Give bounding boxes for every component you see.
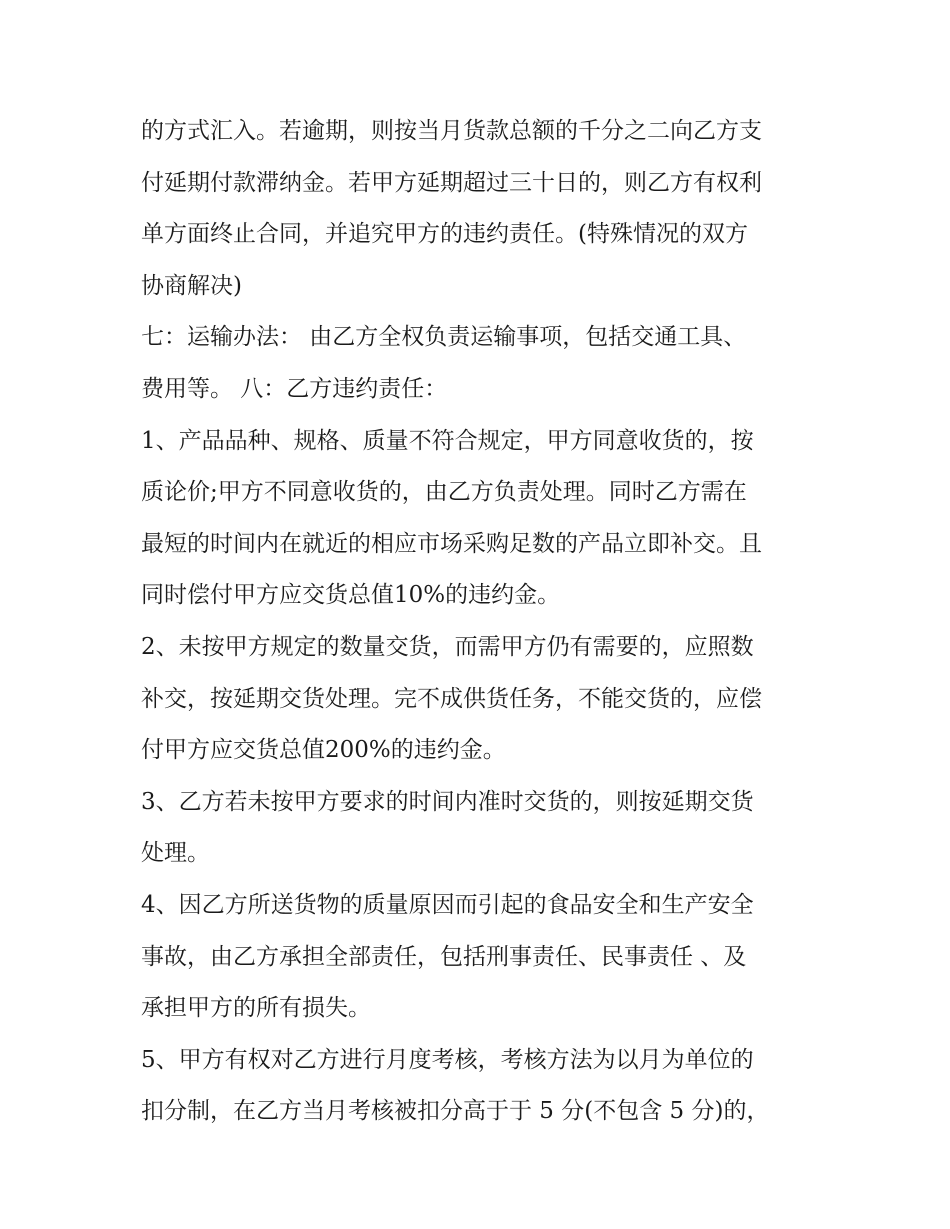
text-line-3: 单方面终止合同，并追究甲方的违约责任。(特殊情况的双方 bbox=[141, 221, 748, 248]
text-line-15: 处理。 bbox=[141, 840, 210, 867]
text-line-5: 七：运输办法： 由乙方全权负责运输事项，包括交通工具、 bbox=[141, 324, 747, 351]
text-line-18: 承担甲方的所有损失。 bbox=[141, 995, 371, 1022]
text-line-19: 5、甲方有权对乙方进行月度考核，考核方法为以月为单位的 bbox=[141, 1046, 754, 1073]
text-line-20: 扣分制，在乙方当月考核被扣分高于于 5 分(不包含 5 分)的， bbox=[141, 1098, 770, 1125]
text-line-4: 协商解决) bbox=[141, 272, 242, 299]
text-line-6: 费用等。 八：乙方违约责任： bbox=[141, 375, 448, 402]
text-line-7: 1、产品品种、规格、质量不符合规定，甲方同意收货的，按 bbox=[141, 427, 754, 454]
text-line-17: 事故，由乙方承担全部责任，包括刑事责任、民事责任 、及 bbox=[141, 943, 747, 970]
text-line-10: 同时偿付甲方应交货总值10%的违约金。 bbox=[141, 582, 561, 609]
text-line-2: 付延期付款滞纳金。若甲方延期超过三十日的，则乙方有权利 bbox=[141, 169, 762, 196]
text-line-16: 4、因乙方所送货物的质量原因而引起的食品安全和生产安全 bbox=[141, 891, 754, 918]
contract-text-body bbox=[141, 106, 821, 1138]
text-line-8: 质论价;甲方不同意收货的，由乙方负责处理。同时乙方需在 bbox=[141, 479, 747, 506]
text-line-14: 3、乙方若未按甲方要求的时间内准时交货的，则按延期交货 bbox=[141, 788, 754, 815]
text-line-13: 付甲方应交货总值200%的违约金。 bbox=[141, 737, 506, 764]
text-line-1: 的方式汇入。若逾期，则按当月货款总额的千分之二向乙方支 bbox=[141, 118, 762, 144]
text-line-11: 2、未按甲方规定的数量交货，而需甲方仍有需要的，应照数 bbox=[141, 633, 754, 660]
text-line-12: 补交，按延期交货处理。完不成供货任务，不能交货的，应偿 bbox=[141, 685, 762, 712]
text-line-9: 最短的时间内在就近的相应市场采购足数的产品立即补交。且 bbox=[141, 530, 762, 557]
